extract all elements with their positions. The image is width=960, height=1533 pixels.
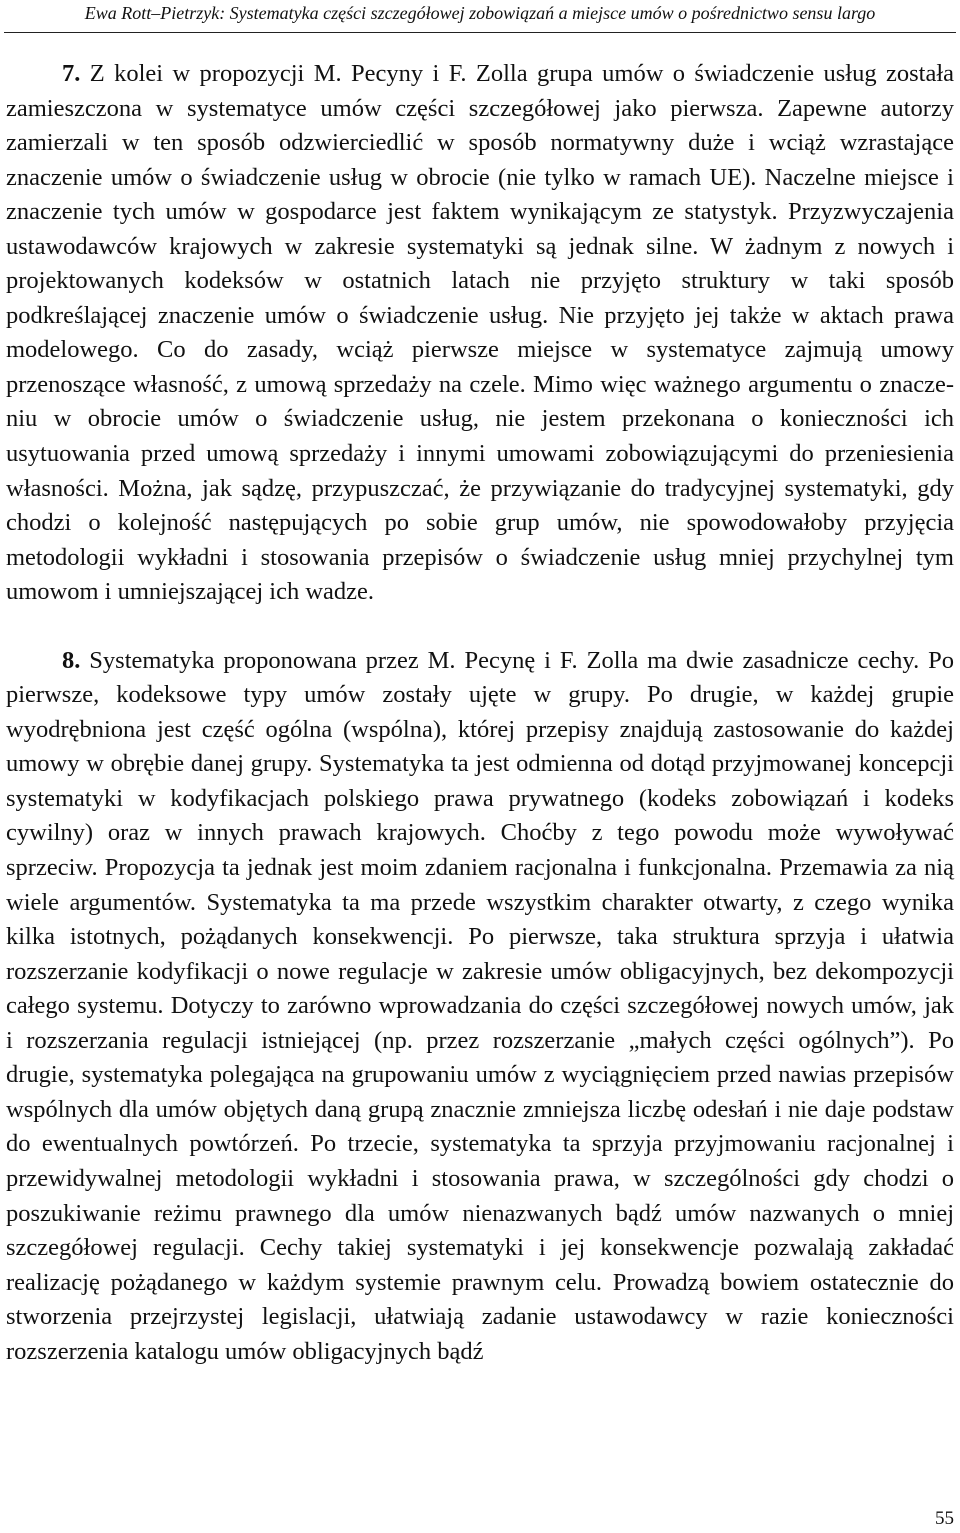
running-header: Ewa Rott–Pietrzyk: Systematyka części szczegółowej zobowiązań a miejsce umów o pośrednictwo sensu largo [84, 3, 876, 23]
paragraph-number: 7. [62, 60, 81, 87]
paragraph-7 [6, 57, 954, 610]
page-number: 55 [935, 1508, 954, 1529]
paragraph-text: Systematyka proponowana przez M. Pecynę i F. Zolla ma dwie zasadnicze cechy. Po pierwsze, kodeksowe typy umów zostały ujęte w grupy. Po drugie, w każdej grupie wyodrębniona jest część ogólna (wspólna), której przepisy znajdują zastosowanie do każdej umowy w obrębie danej grupy. Systematyka ta jest odmienna od dotąd przyjmowanej koncepcji systematyki w kodyfikacjach polskiego prawa prywatnego (kodeks zobowiązań i kodeks cywilny) oraz w innych prawach krajowych. Choćby z tego powodu może wywoływać sprzeciw. Propozycja ta jednak jest moim zdaniem racjonalna i funkcjonalna. Przemawia za nią wiele argumentów. Systematyka ta ma przede wszystkim charakter otwarty, z czego wynika kilka istotnych, pożądanych konsekwencji. Po pierwsze, taka struktura sprzyja i ułatwia rozszerzanie kodyfikacji o nowe regulacje w zakresie umów obligacyjnych, bez dekompozycji całego systemu. Dotyczy to zarówno wprowadzania do części szczegółowej nowych umów, jak i rozszerzania regulacji istniejącej (np. przez rozszerzanie „małych części ogólnych”). Po drugie, systematyka polegająca na grupowaniu umów z wyciągnięciem przed nawias przepisów wspólnych dla umów objętych daną grupą znacznie zmniejsza liczbę odesłań i nie daje podstaw do ewentualnych powtórzeń. Po trzecie, systematyka ta sprzyja przyjmowaniu racjonalnej i przewidywalnej metodologii wykładni i stosowania prawa, w szczególności gdy chodzi o poszukiwanie reżimu prawnego dla umów nienazwanych bądź umów nazwanych o mniej szczegółowej regulacji. Cechy takiej systematyki i jej konsekwencje pozwalają zakładać realizację pożądanego w każdym systemie prawnym celu. Prowadzą bowiem ostatecznie do stworzenia przejrzystej legislacji, ułatwiają zadanie ustawodawcy w razie konieczności rozszerzenia katalogu umów obligacyjnych bądź [6, 646, 954, 1365]
paragraph-8 [6, 644, 954, 1369]
paragraph-text: Z kolei w propozycji M. Pecyny i F. Zolla grupa umów o świadczenie usług została zamieszczona w systematyce umów części szczegółowej jako pierwsza. Zapewne autorzy zamierzali w ten sposób odzwierciedlić w sposób normatywny duże i wciąż wzrastające znaczenie umów o świadczenie usług w obrocie (nie tylko w ramach UE). Naczelne miejsce i znaczenie tych umów w gospodarce jest faktem wynikającym ze statystyk. Przyzwyczajenia ustawodawców krajowych w zakresie systematyki są jednak silne. W żadnym z nowych i projektowanych kodeksów w ostatnich latach nie przyjęto struktury w taki sposób podkreślającej znaczenie umów o świadczenie usług. Nie przyjęto jej także w aktach prawa modelowego. Co do zasady, wciąż pierwsze miejsce w systematyce zajmują umowy przenoszące własność, z umową sprzedaży na czele. Mimo więc ważnego argumentu o znaczeniu w obrocie umów o świadczenie usług, nie jestem przekonana o konieczności ich usytuowania przed umową sprzedaży i innymi umowami zobowiązującymi do przeniesienia własności. Można, jak sądzę, przypuszczać, że przywiązanie do tradycyjnej systematyki, gdy chodzi o kolejność następujących po sobie grup umów, nie spowodowałoby przyjęcia metodologii wykładni i stosowania przepisów o świadczenie usług mniej przychylnej tym umowom i umniejszającej ich wadze. [6, 60, 954, 606]
paragraph-number: 8. [62, 646, 81, 674]
body-text [6, 57, 954, 1369]
header-divider [4, 32, 956, 33]
